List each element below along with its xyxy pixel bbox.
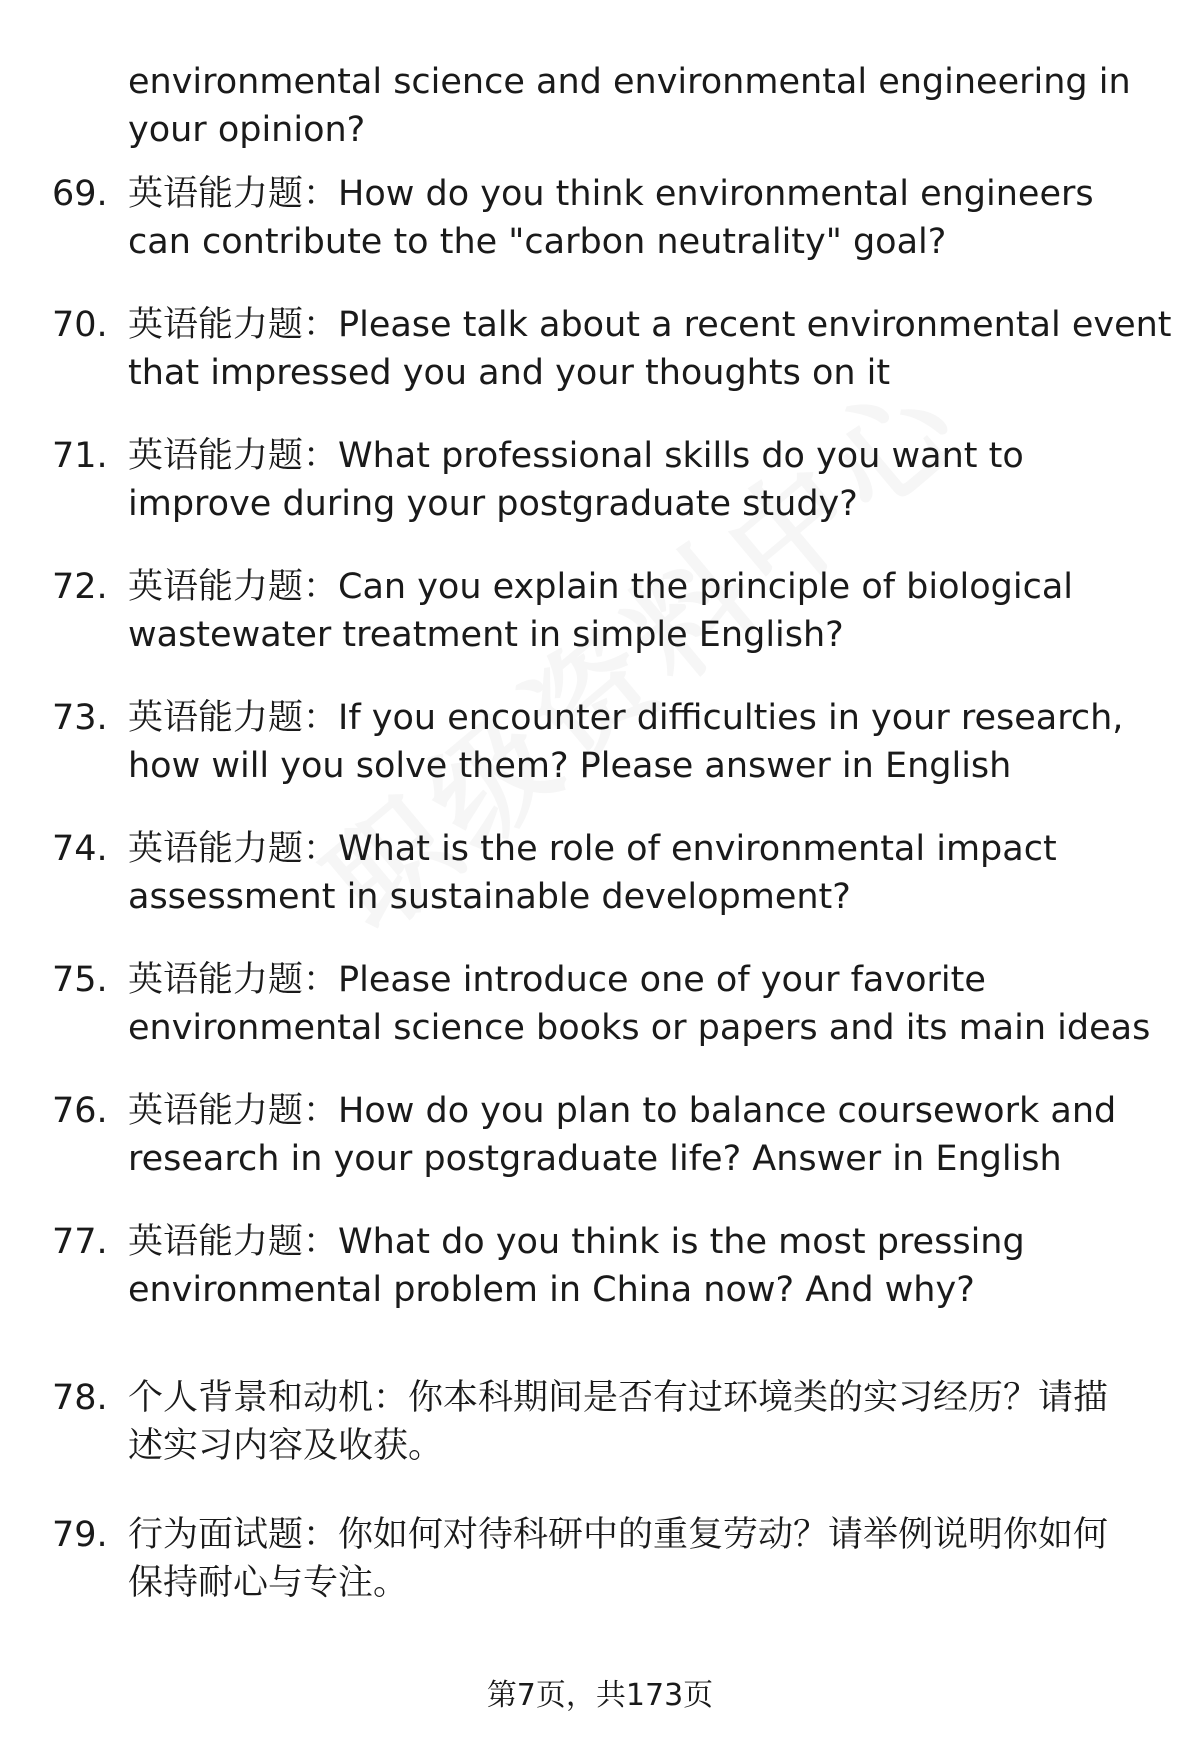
question-number: 69. — [52, 174, 108, 214]
question-text-line2: environmental science books or papers and its main ideas — [128, 1008, 1151, 1048]
question-number: 71. — [52, 436, 108, 476]
question-text-line1: 英语能力题：What is the role of environmental impact — [128, 829, 1057, 869]
question-text-line2: how will you solve them? Please answer in English — [128, 746, 1012, 786]
question-text-line2: improve during your postgraduate study? — [128, 484, 858, 524]
question-text-line1: 英语能力题：Please introduce one of your favorite — [128, 960, 986, 1000]
continuation-line: environmental science and environmental engineering in — [128, 62, 1131, 102]
question-number: 72. — [52, 567, 108, 607]
question-text-line2: assessment in sustainable development? — [128, 877, 851, 917]
question-text-line2: wastewater treatment in simple English? — [128, 615, 844, 655]
question-text-line1: 英语能力题：Can you explain the principle of biological — [128, 567, 1074, 607]
question-text-line2: 保持耐心与专注。 — [128, 1563, 409, 1603]
question-number: 74. — [52, 829, 108, 869]
question-number: 79. — [52, 1515, 108, 1555]
page-footer: 第7页，共173页 — [486, 1678, 714, 1713]
question-number: 76. — [52, 1091, 108, 1131]
question-text-line1: 英语能力题：If you encounter difficulties in your research, — [128, 698, 1124, 738]
question-text-line2: environmental problem in China now? And why? — [128, 1270, 975, 1310]
question-number: 73. — [52, 698, 108, 738]
question-number: 78. — [52, 1378, 108, 1418]
question-text-line1: 行为面试题：你如何对待科研中的重复劳动？请举例说明你如何 — [128, 1515, 1109, 1555]
continuation-line: your opinion? — [128, 110, 366, 150]
question-text-line1: 个人背景和动机：你本科期间是否有过环境类的实习经历？请描 — [128, 1378, 1109, 1418]
question-number: 77. — [52, 1222, 108, 1262]
question-text-line2: 述实习内容及收获。 — [128, 1426, 444, 1466]
question-text-line1: 英语能力题：What professional skills do you want to — [128, 436, 1024, 476]
question-text-line1: 英语能力题：Please talk about a recent environmental event — [128, 305, 1172, 345]
question-text-line1: 英语能力题：How do you think environmental engineers — [128, 174, 1094, 214]
question-number: 75. — [52, 960, 108, 1000]
question-text-line1: 英语能力题：How do you plan to balance coursework and — [128, 1091, 1117, 1131]
question-text-line2: can contribute to the "carbon neutrality" goal? — [128, 222, 947, 262]
question-text-line1: 英语能力题：What do you think is the most pressing — [128, 1222, 1025, 1262]
question-number: 70. — [52, 305, 108, 345]
question-text-line2: research in your postgraduate life? Answer in English — [128, 1139, 1062, 1179]
question-text-line2: that impressed you and your thoughts on it — [128, 353, 891, 393]
